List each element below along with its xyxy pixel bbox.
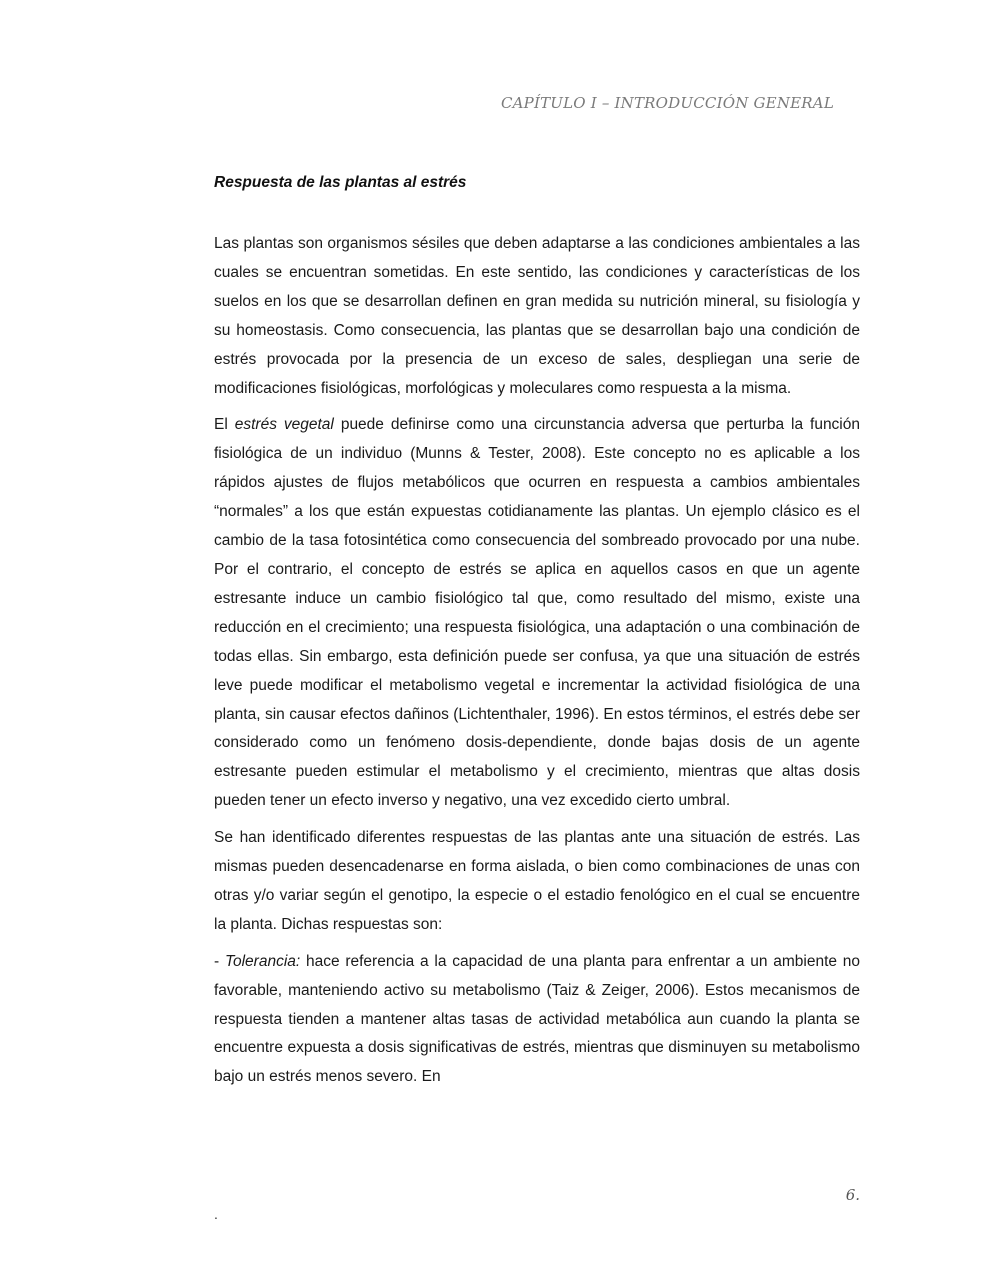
paragraph-1: Las plantas son organismos sésiles que deben adaptarse a las condiciones ambientales a las cuales se encuentran sometidas. En este sentido, las condiciones y características de los suelos en los que se desarrollan definen en gran medida su nutrición mineral, su fisiología y su homeostasis. Como consecuencia, las plantas que se desarrollan bajo una condición de estrés provocada por la presencia de un exceso de sales, despliegan una serie de modificaciones fisiológicas, morfológicas y moleculares como respuesta a la misma. bbox=[214, 235, 860, 397]
paragraph-4 bbox=[214, 948, 860, 1093]
body-text bbox=[214, 230, 860, 1100]
paragraph-4-emphasis: Tolerancia: bbox=[224, 952, 301, 970]
paragraph-4-lead: - bbox=[214, 952, 225, 970]
paragraph-2-rest: puede definirse como una circunstancia adversa que perturba la función fisiológica de un individuo (Munns & Tester, 2008). Este concepto no es aplicable a los rápidos ajustes de flujos metabólicos que ocurren en respuesta a cambios ambientales “normales” a los que están expuestas cotidianamente las plantas. Un ejemplo clásico es el cambio de la tasa fotosintética como consecuencia del sombreado provocado por una nube. Por el contrario, el concepto de estrés se aplica en aquellos casos en que un agente estresante induce un cambio fisiológico tal que, como resultado del mismo, existe una reducción en el crecimiento; una respuesta fisiológica, una adaptación o una combinación de todas ellas. Sin embargo, esta definición puede ser confusa, ya que una situación de estrés leve puede modificar el metabolismo vegetal e incrementar la actividad fisiológica de una planta, sin causar efectos dañinos (Lichtenthaler, 1996). En estos términos, el estrés debe ser considerado como un fenómeno dosis-dependiente, donde bajas dosis de un agente estresante pueden estimular el metabolismo y el crecimiento, mientras que altas dosis pueden tener un efecto inverso y negativo, una vez excedido cierto umbral. bbox=[214, 416, 860, 810]
footer-dot: . bbox=[214, 1206, 218, 1222]
page-number: 6. bbox=[845, 1186, 860, 1204]
paragraph-3: Se han identificado diferentes respuestas de las plantas ante una situación de estrés. Las mismas pueden desencadenarse en forma aislada, o bien como combinaciones de unas con otras y/o variar según el genotipo, la especie o el estadio fenológico en el cual se encuentre la planta. Dichas respuestas son: bbox=[214, 829, 860, 933]
paragraph-2 bbox=[214, 411, 860, 816]
section-title: Respuesta de las plantas al estrés bbox=[214, 174, 467, 191]
paragraph-4-rest: hace referencia a la capacidad de una planta para enfrentar a un ambiente no favorable, manteniendo activo su metabolismo (Taiz & Zeiger, 2006). Estos mecanismos de respuesta tienden a mantener altas tasas de actividad metabólica aun cuando la planta se encuentre expuesta a dosis significativas de estrés, mientras que disminuyen su metabolismo bajo un estrés menos severo. En bbox=[214, 952, 861, 1086]
paragraph-2-emphasis: estrés vegetal bbox=[234, 416, 334, 434]
running-header: CAPÍTULO I – INTRODUCCIÓN GENERAL bbox=[500, 94, 834, 112]
paragraph-2-lead: El bbox=[214, 416, 235, 434]
